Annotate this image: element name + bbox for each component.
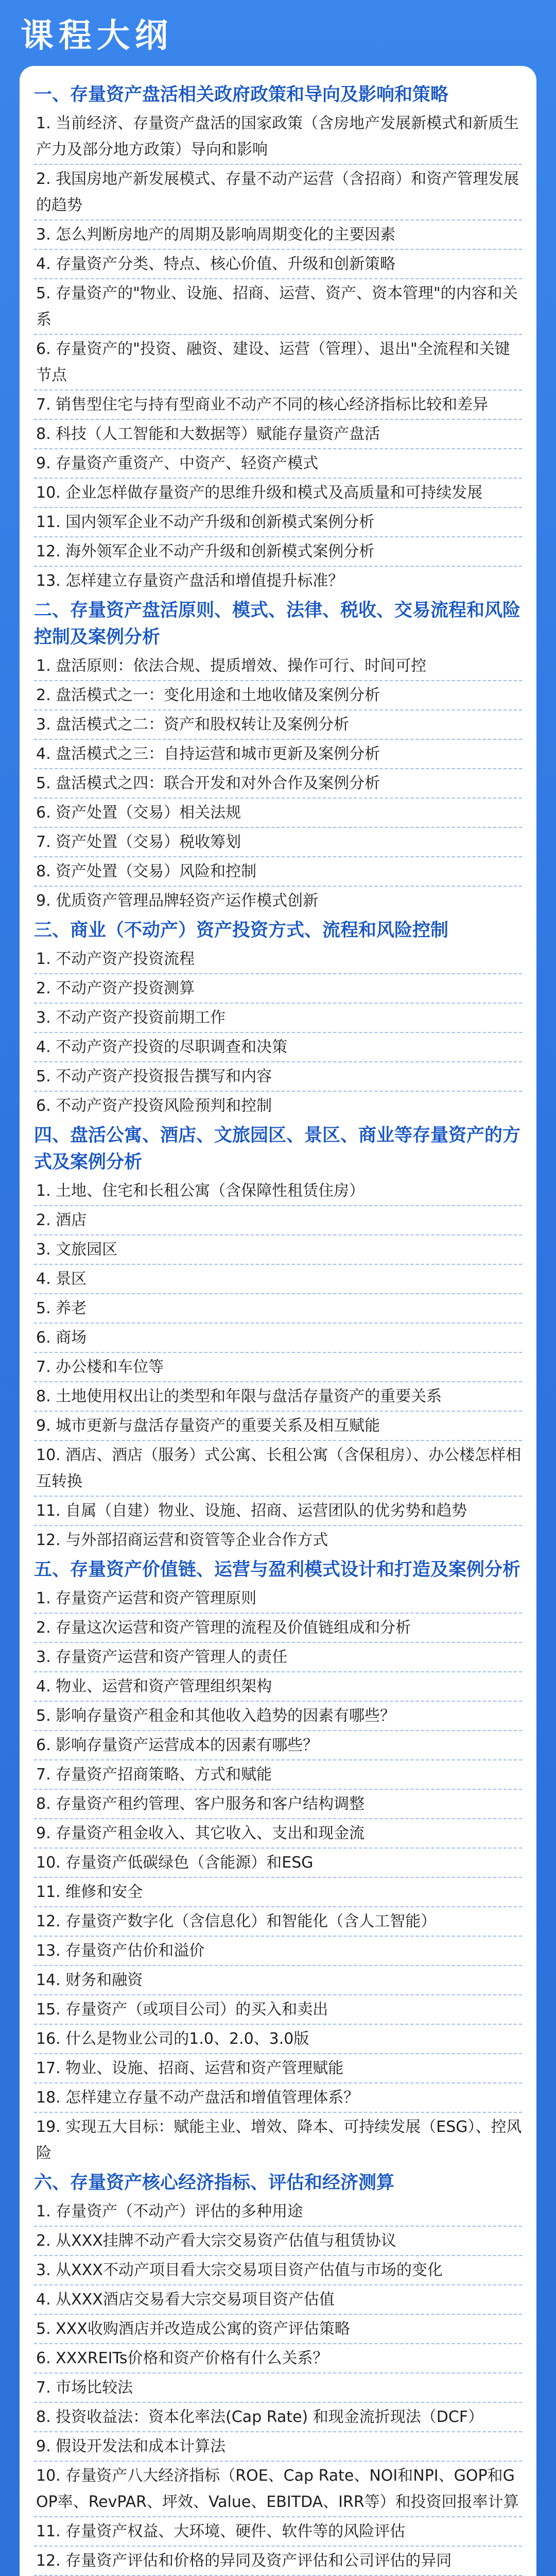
outline-item: 5. 盘活模式之四：联合开发和对外合作及案例分析 [34, 769, 522, 799]
outline-item: 4. 景区 [34, 1265, 522, 1294]
outline-item: 1. 盘活原则：依法合规、提质增效、操作可行、时间可控 [34, 652, 522, 681]
outline-item: 4. 盘活模式之三：自持运营和城市更新及案例分析 [34, 740, 522, 769]
outline-item: 6. 影响存量资产运营成本的因素有哪些？ [34, 1731, 522, 1760]
outline-item: 10. 企业怎样做存量资产的思维升级和模式及高质量和可持续发展 [34, 479, 522, 508]
outline-item: 7. 办公楼和车位等 [34, 1353, 522, 1382]
outline-item: 12. 存量资产评估和价格的异同及资产评估和公司评估的异同 [34, 2547, 522, 2576]
outline-item: 3. 盘活模式之二：资产和股权转让及案例分析 [34, 710, 522, 740]
outline-item: 3. 不动产资产投资前期工作 [34, 1004, 522, 1033]
outline-item: 3. 存量资产运营和资产管理人的责任 [34, 1643, 522, 1672]
outline-item: 5. XXX收购酒店并改造成公寓的资产评估策略 [34, 2315, 522, 2344]
outline-item: 6. 存量资产的"投资、融资、建设、运营（管理）、退出"全流程和关键节点 [34, 335, 522, 391]
outline-item: 4. 从XXX酒店交易看大宗交易项目资产估值 [34, 2285, 522, 2315]
outline-section [34, 917, 522, 1120]
outline-item: 5. 不动产资产投资报告撰写和内容 [34, 1062, 522, 1092]
section-item-list [34, 1177, 522, 1554]
outline-item: 7. 资产处置（交易）税收筹划 [34, 828, 522, 857]
outline-item: 12. 海外领军企业不动产升级和创新模式案例分析 [34, 537, 522, 567]
outline-item: 4. 存量资产分类、特点、核心价值、升级和创新策略 [34, 250, 522, 279]
outline-item: 11. 自属（自建）物业、设施、招商、运营团队的优劣势和趋势 [34, 1497, 522, 1526]
outline-item: 7. 销售型住宅与持有型商业不动产不同的核心经济指标比较和差异 [34, 391, 522, 420]
outline-item: 7. 存量资产招商策略、方式和赋能 [34, 1760, 522, 1790]
outline-item: 11. 国内领军企业不动产升级和创新模式案例分析 [34, 508, 522, 537]
header-banner [0, 0, 556, 67]
outline-item: 1. 当前经济、存量资产盘活的国家政策（含房地产发展新模式和新质生产力及部分地方政策）导向和影响 [34, 109, 522, 165]
outline-item: 12. 与外部招商运营和资管等企业合作方式 [36, 1531, 328, 1549]
outline-item: 7. 市场比较法 [34, 2374, 522, 2403]
outline-item: 9. 存量资产重资产、中资产、轻资产模式 [34, 449, 522, 479]
section-item-list [34, 945, 522, 1120]
section-title: 四、盘活公寓、酒店、文旅园区、景区、商业等存量资产的方式及案例分析 [34, 1125, 521, 1173]
section-title: 二、存量资产盘活原则、模式、法律、税收、交易流程和风险控制及案例分析 [34, 600, 521, 648]
outline-item: 2. 存量这次运营和资产管理的流程及价值链组成和分析 [34, 1614, 522, 1643]
outline-item: 10. 存量资产低碳绿色（含能源）和ESG [34, 1849, 522, 1878]
outline-section [34, 1556, 522, 2167]
outline-item: 5. 影响存量资产租金和其他收入趋势的因素有哪些？ [34, 1702, 522, 1731]
outline-item: 11. 维修和安全 [34, 1878, 522, 1907]
outline-item: 6. 不动产资产投资风险预判和控制 [36, 1097, 272, 1115]
outline-item: 1. 土地、住宅和长租公寓（含保障性租赁住房） [34, 1177, 522, 1206]
outline-item: 9. 优质资产管理品牌轻资产运作模式创新 [36, 892, 319, 910]
section-title: 六、存量资产核心经济指标、评估和经济测算 [34, 2173, 395, 2193]
outline-item: 10. 存量资产八大经济指标（ROE、Cap Rate、NOI和NPI、GOP和GOP率、RevPAR、坪效、Value、EBITDA、IRR等）和投资回报率计算 [34, 2462, 522, 2517]
outline-item: 12. 存量资产数字化（含信息化）和智能化（含人工智能） [34, 1907, 522, 1937]
outline-item: 11. 存量资产权益、大环境、硬件、软件等的风险评估 [34, 2517, 522, 2547]
outline-item: 2. 盘活模式之一：变化用途和土地收储及案例分析 [34, 681, 522, 710]
outline-item: 8. 科技（人工智能和大数据等）赋能存量资产盘活 [34, 420, 522, 449]
outline-item: 2. 酒店 [34, 1206, 522, 1235]
outline-section [34, 597, 522, 915]
outline-item: 6. XXXREITs价格和资产价格有什么关系？ [34, 2344, 522, 2374]
outline-item: 8. 土地使用权出让的类型和年限与盘活存量资产的重要关系 [34, 1382, 522, 1412]
outline-item: 5. 存量资产的"物业、设施、招商、运营、资产、资本管理"的内容和关系 [34, 279, 522, 335]
section-item-list [34, 1584, 522, 2167]
outline-item: 3. 怎么判断房地产的周期及影响周期变化的主要因素 [34, 221, 522, 250]
outline-item: 2. 从XXX挂牌不动产看大宗交易资产估值与租赁协议 [34, 2227, 522, 2256]
outline-item: 8. 投资收益法：资本化率法(Cap Rate) 和现金流折现法（DCF） [34, 2403, 522, 2432]
outline-item: 9. 存量资产租金收入、其它收入、支出和现金流 [34, 1819, 522, 1849]
outline-item: 10. 酒店、酒店（服务）式公寓、长租公寓（含保租房）、办公楼怎样相互转换 [34, 1441, 522, 1497]
outline-item: 17. 物业、设施、招商、运营和资产管理赋能 [34, 2054, 522, 2083]
outline-item: 3. 从XXX不动产项目看大宗交易项目资产估值与市场的变化 [34, 2256, 522, 2285]
section-item-list [34, 2197, 522, 2576]
outline-section [34, 1122, 522, 1554]
section-item-list [34, 109, 522, 595]
page-title: 课程大纲 [21, 17, 173, 55]
outline-item: 19. 实现五大目标：赋能主业、增效、降本、可持续发展（ESG）、控风险 [36, 2118, 522, 2162]
section-item-list [34, 652, 522, 915]
outline-item: 6. 商场 [34, 1324, 522, 1353]
outline-card [20, 66, 536, 2576]
outline-item: 13. 怎样建立存量资产盘活和增值提升标准？ [36, 572, 344, 590]
outline-item: 1. 存量资产（不动产）评估的多种用途 [34, 2197, 522, 2227]
outline-item: 1. 不动产资产投资流程 [34, 945, 522, 974]
outline-item: 18. 怎样建立存量不动产盘活和增值管理体系？ [34, 2083, 522, 2113]
outline-item: 2. 我国房地产新发展模式、存量不动产运营（含招商）和资产管理发展的趋势 [34, 165, 522, 221]
outline-item: 9. 假设开发法和成本计算法 [34, 2432, 522, 2462]
outline-item: 13. 存量资产估价和溢价 [34, 1937, 522, 1966]
outline-item: 9. 城市更新与盘活存量资产的重要关系及相互赋能 [34, 1412, 522, 1441]
outline-item: 2. 不动产资产投资测算 [34, 974, 522, 1004]
outline-item: 1. 存量资产运营和资产管理原则 [34, 1584, 522, 1614]
outline-item: 15. 存量资产（或项目公司）的买入和卖出 [34, 1995, 522, 2025]
outline-item: 14. 财务和融资 [34, 1966, 522, 1995]
outline-item: 8. 存量资产租约管理、客户服务和客户结构调整 [34, 1790, 522, 1819]
outline-item: 6. 资产处置（交易）相关法规 [34, 799, 522, 828]
outline-item: 5. 养老 [34, 1294, 522, 1324]
outline-item: 16. 什么是物业公司的1.0、2.0、3.0版 [34, 2025, 522, 2054]
outline-item: 8. 资产处置（交易）风险和控制 [34, 857, 522, 887]
section-title: 三、商业（不动产）资产投资方式、流程和风险控制 [34, 920, 449, 941]
outline-item: 3. 文旅园区 [34, 1235, 522, 1265]
outline-section [34, 2170, 522, 2576]
outline-section [34, 81, 522, 595]
section-title: 五、存量资产价值链、运营与盈利模式设计和打造及案例分析 [34, 1560, 521, 1580]
outline-item: 4. 物业、运营和资产管理组织架构 [34, 1672, 522, 1702]
outline-item: 4. 不动产资产投资的尽职调查和决策 [34, 1033, 522, 1062]
section-title: 一、存量资产盘活相关政府政策和导向及影响和策略 [34, 84, 449, 105]
